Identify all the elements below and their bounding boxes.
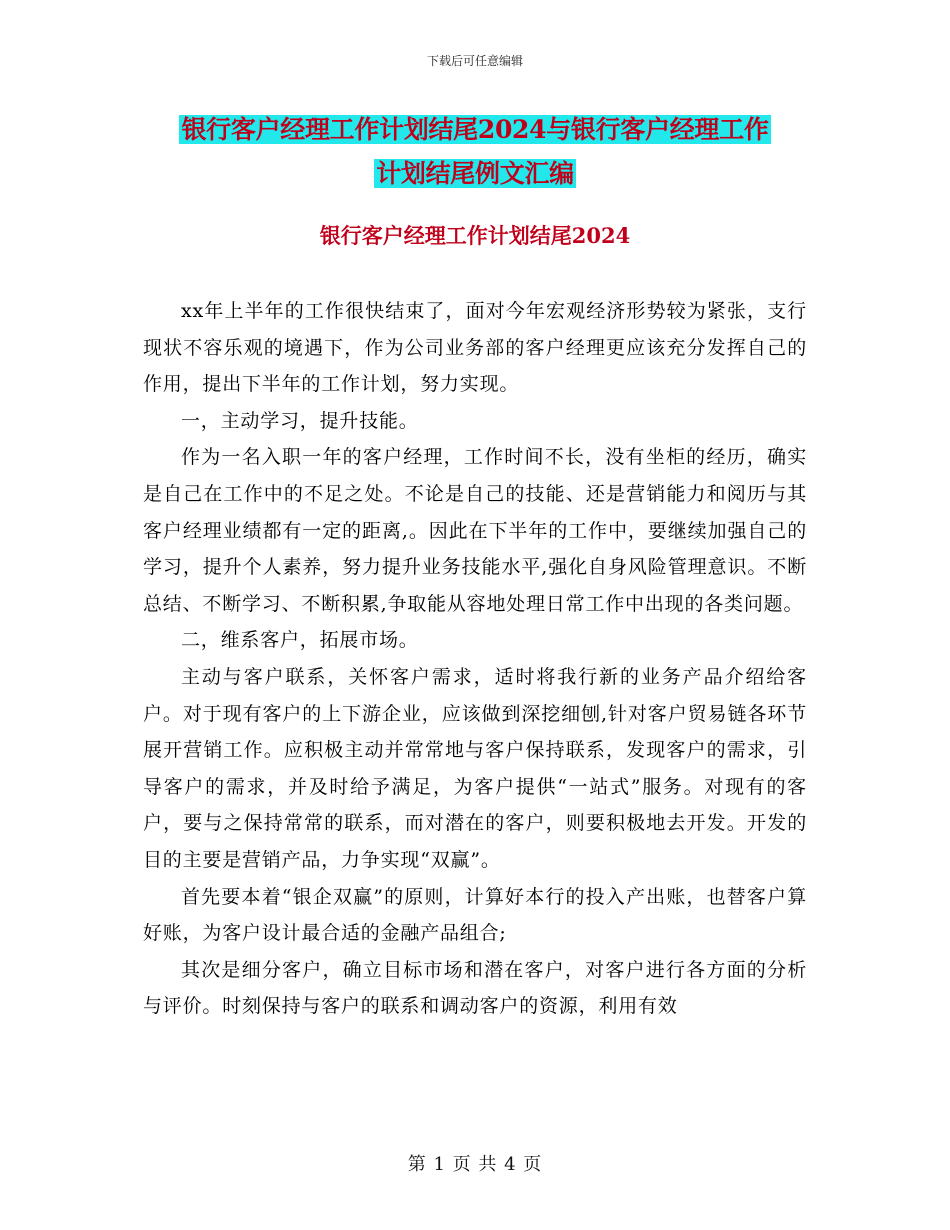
paragraph: 主动与客户联系，关怀客户需求，适时将我行新的业务产品介绍给客户。对于现有客户的上下游企业，应该做到深挖细刨,针对客户贸易链各环节展开营销工作。应积极主动并常常地与客户保持联系，发现客户的需求，引导客户的需求，并及时给予满足，为客户提供“一站式”服务。对现有的客户，要与之保持常常的联系，而对潜在的客户，则要积极地去开发。开发的目的主要是营销产品，力争实现“双赢”。 bbox=[143, 665, 807, 871]
document-title bbox=[140, 108, 810, 196]
paragraph: 一，主动学习，提升技能。 bbox=[181, 409, 419, 432]
page-header-note: 下载后可任意编辑 bbox=[426, 54, 523, 68]
paragraph: xx年上半年的工作很快结束了，面对今年宏观经济形势较为紧张，支行现状不容乐观的境遇下，作为公司业务部的客户经理更应该充分发挥自己的作用，提出下半年的工作计划，努力实现。 bbox=[143, 300, 807, 396]
title-line-1: 银行客户经理工作计划结尾2024与银行客户经理工作 bbox=[181, 115, 769, 144]
paragraph: 其次是细分客户，确立目标市场和潜在客户，对客户进行各方面的分析与评价。时刻保持与客户的联系和调动客户的资源，利用有效 bbox=[143, 958, 807, 1018]
title-line-2: 计划结尾例文汇编 bbox=[376, 159, 574, 188]
paragraph: 首先要本着“银企双赢”的原则，计算好本行的投入产出账，也替客户算好账，为客户设计最合适的金融产品组合; bbox=[143, 885, 807, 945]
page-footer: 第 1 页 共 4 页 bbox=[407, 1154, 543, 1175]
paragraph: 作为一名入职一年的客户经理，工作时间不长，没有坐柜的经历，确实是自己在工作中的不足之处。不论是自己的技能、还是营销能力和阅历与其客户经理业绩都有一定的距离,。因此在下半年的工作中，要继续加强自己的学习，提升个人素养，努力提升业务技能水平,强化自身风险管理意识。不断总结、不断学习、不断积累,争取能从容地处理日常工作中出现的各类问题。 bbox=[143, 446, 807, 615]
document-body bbox=[143, 293, 807, 1025]
section-title: 银行客户经理工作计划结尾2024 bbox=[319, 223, 631, 248]
paragraph: 二，维系客户，拓展市场。 bbox=[181, 629, 419, 652]
